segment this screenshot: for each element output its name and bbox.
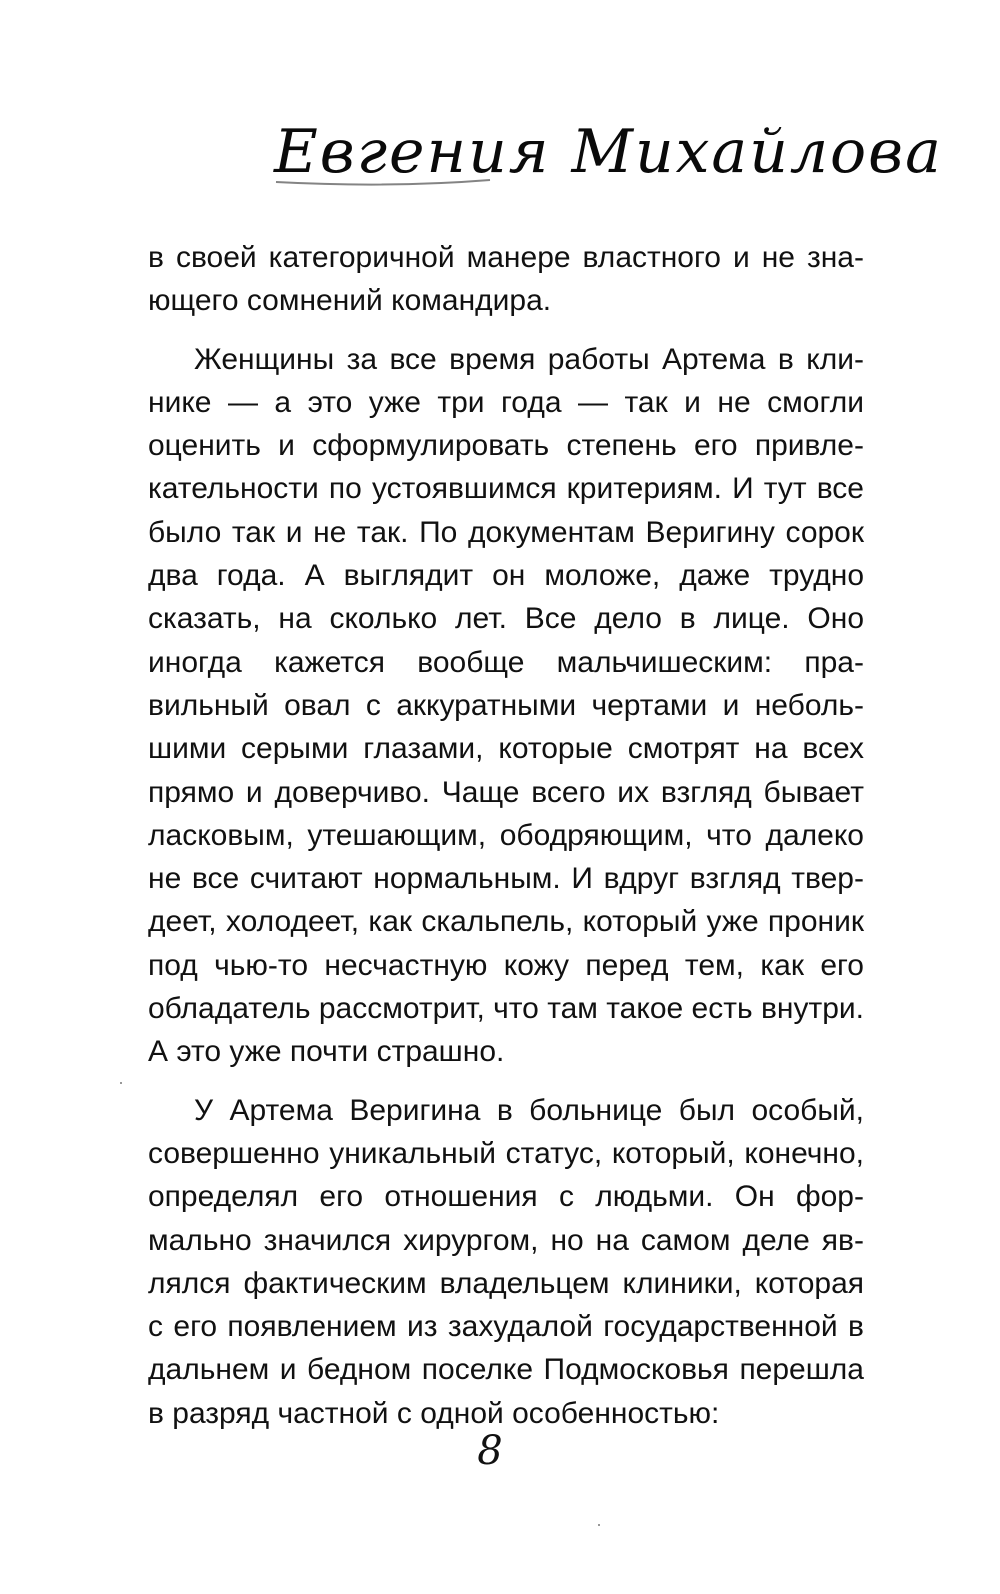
paragraph-3: У Артема Веригина в больнице был особый, совершенно уникальный статус, который, конечно, определял его отношения с людьми. Он формально значился хирургом, но на самом деле являлся фактическим владельцем клиники, которая с его появлением из захудалой государственной в дальнем и бедном поселке Подмосковья перешла в разряд частной с одной особенностью: xyxy=(148,1093,864,1430)
author-signature-logo xyxy=(270,100,943,200)
author-signature: Евгения Михайлова xyxy=(274,117,943,187)
paragraph-1: в своей категоричной манере властного и не знающего сомнений командира. xyxy=(148,241,864,318)
scan-speck xyxy=(120,1082,122,1084)
running-header xyxy=(0,100,1000,200)
page-body-text xyxy=(148,236,864,1435)
scan-speck xyxy=(598,1524,600,1526)
paragraph-2: Женщины за все время работы Артема в клинике — а это уже три года — так и не смогли оценить и сформулировать степень его привлекательности по устоявшимся критериям. И тут все было так и не так. По документам Веригину сорок два года. А выглядит он моложе, даже трудно сказать, на сколько лет. Все дело в лице. Оно иногда кажется вообще мальчишеским: правильный овал с аккуратными чертами и небольшими серыми глазами, которые смотрят на всех прямо и доверчиво. Чаще всего их взгляд бывает ласковым, утешающим, ободряющим, что далеко не все считают нормальным. И вдруг взгляд твердеет, холодеет, как скальпель, который уже проник под чью-то несчастную кожу перед тем, как его обладатель рассмотрит, что там такое есть внутри. А это уже почти страшно. xyxy=(148,342,864,1069)
page-number: 8 xyxy=(477,1428,503,1474)
